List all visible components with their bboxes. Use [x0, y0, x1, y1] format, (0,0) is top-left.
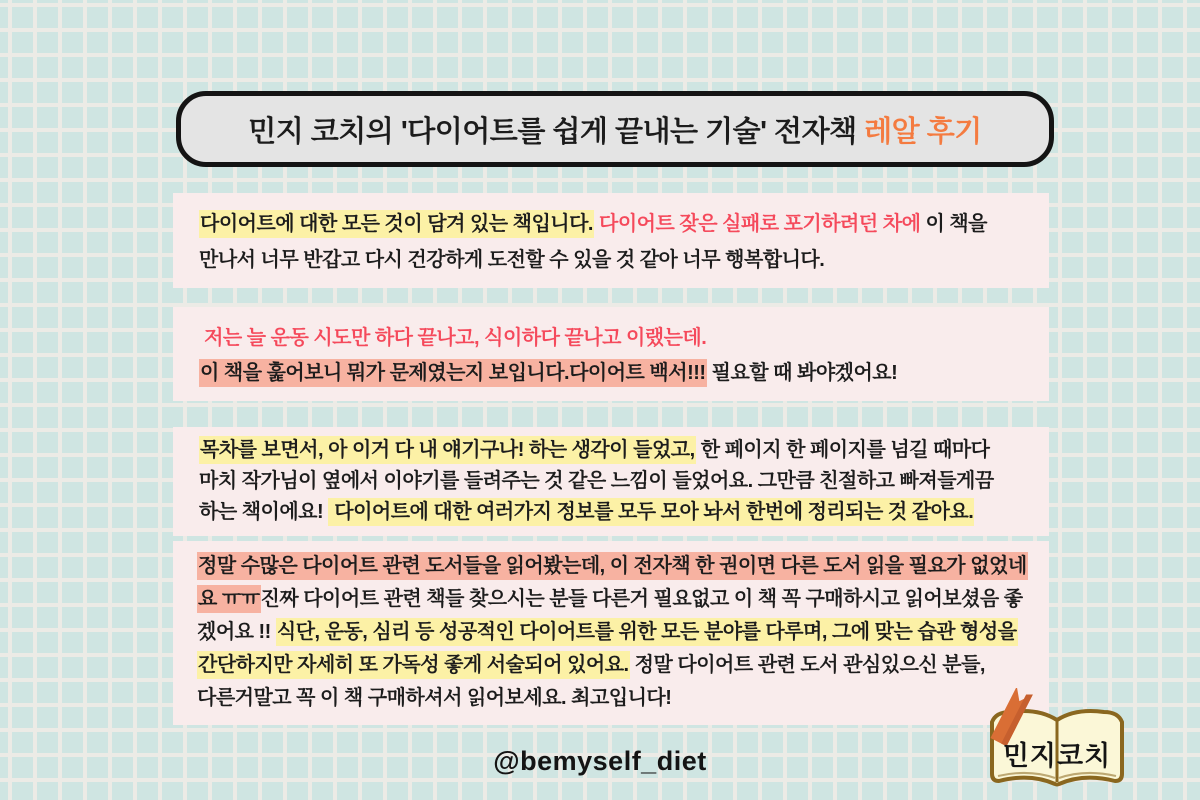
review-card-3: [173, 427, 1049, 536]
review-text-3: [199, 435, 1037, 528]
text-segment: 목차를 보면서, 아 이거 다 내 얘기구나! 하는 생각이 들었고,: [199, 436, 696, 464]
review-card-2: [173, 307, 1049, 401]
text-segment: 정말 수많은 다이어트 관련 도서들을 읽어봤는데, 이 전자책 한 권이면 다른 도서 읽을 필요가 없었네: [197, 552, 1028, 580]
review-text-1: [199, 206, 1037, 278]
instagram-handle: @bemyself_diet: [493, 746, 707, 776]
text-segment: 한 페이지 한 페이지를 넘길 때마다: [695, 439, 990, 461]
review-card-1: [173, 193, 1049, 288]
coach-stamp-label: 민지코치: [1002, 741, 1112, 771]
text-segment: 이 책을 훑어보니 뭐가 문제였는지 보입니다.다이어트 백서!!!: [199, 359, 707, 387]
text-segment: 정말 다이어트 관련 도서 관심있으신 분들,: [629, 654, 985, 676]
text-segment: 다이어트 잦은 실패로 포기하려던 차에: [593, 213, 921, 235]
text-segment: 민지 코치의 '다이어트를 쉽게 끝내는 기술' 전자책: [248, 115, 865, 148]
text-segment: 요 ㅠㅠ: [197, 585, 261, 613]
review-text-4: [197, 550, 1037, 715]
text-segment: 만나서 너무 반갑고 다시 건강하게 도전할 수 있을 것 같아 너무 행복합니다.: [199, 249, 825, 271]
text-segment: 간단하지만 자세히 또 가독성 좋게 서술되어 있어요.: [197, 651, 630, 679]
text-segment: 다른거말고 꼭 이 책 구매하셔서 읽어보세요. 최고입니다!: [197, 687, 672, 709]
coach-stamp: [984, 688, 1134, 798]
review-card-4: [173, 541, 1049, 725]
text-segment: 다이어트에 대한 여러가지 정보를 모두 모아 놔서 한번에 정리되는 것 같아요.: [328, 498, 974, 526]
text-segment: 저는 늘 운동 시도만 하다 끝나고, 식이하다 끝나고 이랬는데.: [199, 327, 707, 349]
text-segment: 진짜 다이어트 관련 책들 찾으시는 분들 다른거 필요없고 이 책 꼭 구매하시고 읽어보셨음 좋: [260, 588, 1023, 610]
title-banner: [176, 91, 1054, 167]
page-title: [248, 109, 982, 150]
text-segment: 하는 책이에요!: [199, 501, 329, 523]
text-segment: 겠어요 !!: [197, 621, 276, 643]
text-segment: 필요할 때 봐야겠어요!: [706, 362, 898, 384]
review-text-2: [199, 321, 1037, 391]
text-segment: 이 책을: [920, 213, 987, 235]
text-segment: 레알 후기: [864, 115, 982, 148]
text-segment: 다이어트에 대한 모든 것이 담겨 있는 책입니다.: [199, 210, 594, 238]
text-segment: 식단, 운동, 심리 등 성공적인 다이어트를 위한 모든 분야를 다루며, 그에 맞는 습관 형성을: [276, 618, 1018, 646]
text-segment: 마치 작가님이 옆에서 이야기를 들려주는 것 같은 느낌이 들었어요. 그만큼 친절하고 빠져들게끔: [199, 470, 994, 492]
